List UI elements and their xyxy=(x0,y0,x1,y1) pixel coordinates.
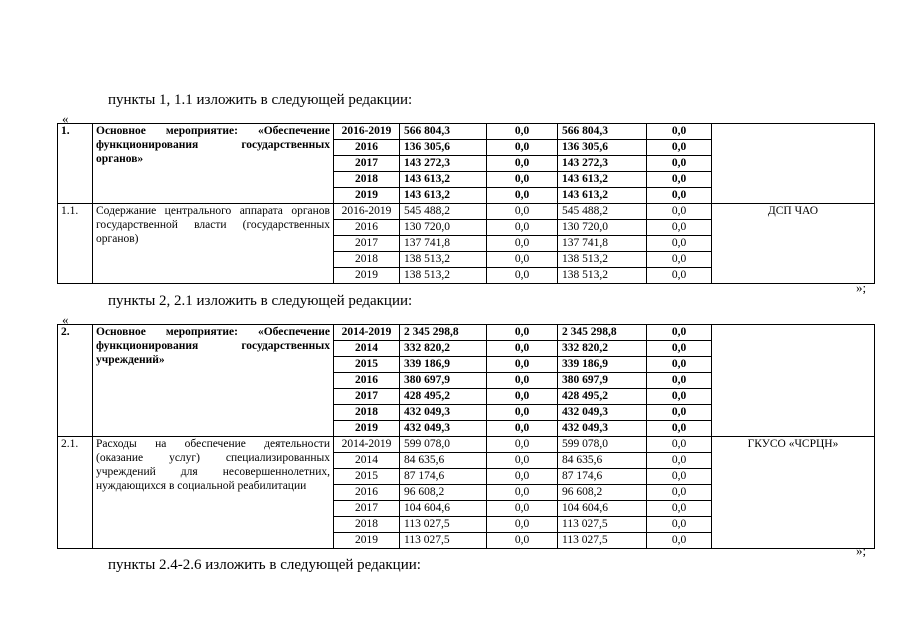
regional-cell: 2 345 298,8 xyxy=(558,325,647,341)
regional-cell: 428 495,2 xyxy=(558,389,647,405)
regional-cell: 599 078,0 xyxy=(558,437,647,453)
regional-cell: 332 820,2 xyxy=(558,341,647,357)
total-cell: 332 820,2 xyxy=(400,341,487,357)
period-cell: 2019 xyxy=(334,188,400,204)
period-cell: 2016-2019 xyxy=(334,204,400,220)
federal-cell: 0,0 xyxy=(487,268,558,284)
other-cell: 0,0 xyxy=(647,140,712,156)
executor-cell: ГКУСО «ЧСРЦН» xyxy=(712,437,875,549)
period-cell: 2017 xyxy=(334,156,400,172)
federal-cell: 0,0 xyxy=(487,204,558,220)
regional-cell: 84 635,6 xyxy=(558,453,647,469)
item-name: Содержание центрального аппарата органов государственной власти (государственных органов) xyxy=(93,204,334,284)
other-cell: 0,0 xyxy=(647,325,712,341)
table-row xyxy=(58,437,875,453)
regional-cell: 143 272,3 xyxy=(558,156,647,172)
close-quote-1: »; xyxy=(856,280,867,295)
other-cell: 0,0 xyxy=(647,501,712,517)
executor-cell xyxy=(712,325,875,437)
total-cell: 138 513,2 xyxy=(400,252,487,268)
federal-cell: 0,0 xyxy=(487,373,558,389)
total-cell: 137 741,8 xyxy=(400,236,487,252)
federal-cell: 0,0 xyxy=(487,501,558,517)
federal-cell: 0,0 xyxy=(487,188,558,204)
total-cell: 2 345 298,8 xyxy=(400,325,487,341)
period-cell: 2018 xyxy=(334,252,400,268)
period-cell: 2016 xyxy=(334,373,400,389)
total-cell: 138 513,2 xyxy=(400,268,487,284)
federal-cell: 0,0 xyxy=(487,405,558,421)
item-name: Основное мероприятие: «Обеспечение функционирования государственных органов» xyxy=(93,124,334,204)
federal-cell: 0,0 xyxy=(487,124,558,140)
other-cell: 0,0 xyxy=(647,485,712,501)
regional-cell: 136 305,6 xyxy=(558,140,647,156)
federal-cell: 0,0 xyxy=(487,341,558,357)
regional-cell: 432 049,3 xyxy=(558,405,647,421)
federal-cell: 0,0 xyxy=(487,325,558,341)
executor-cell: ДСП ЧАО xyxy=(712,204,875,284)
close-quote-2: »; xyxy=(856,543,867,558)
other-cell: 0,0 xyxy=(647,252,712,268)
period-cell: 2019 xyxy=(334,533,400,549)
other-cell: 0,0 xyxy=(647,405,712,421)
other-cell: 0,0 xyxy=(647,389,712,405)
federal-cell: 0,0 xyxy=(487,220,558,236)
other-cell: 0,0 xyxy=(647,421,712,437)
federal-cell: 0,0 xyxy=(487,172,558,188)
other-cell: 0,0 xyxy=(647,220,712,236)
other-cell: 0,0 xyxy=(647,204,712,220)
total-cell: 339 186,9 xyxy=(400,357,487,373)
period-cell: 2018 xyxy=(334,517,400,533)
table-row xyxy=(58,325,875,341)
period-cell: 2014 xyxy=(334,341,400,357)
period-cell: 2017 xyxy=(334,501,400,517)
period-cell: 2016 xyxy=(334,485,400,501)
period-cell: 2014-2019 xyxy=(334,325,400,341)
budget-table-1 xyxy=(57,123,875,284)
item-number: 1. xyxy=(58,124,93,204)
period-cell: 2014 xyxy=(334,453,400,469)
table-row xyxy=(58,204,875,220)
regional-cell: 545 488,2 xyxy=(558,204,647,220)
other-cell: 0,0 xyxy=(647,533,712,549)
regional-cell: 143 613,2 xyxy=(558,172,647,188)
period-cell: 2016-2019 xyxy=(334,124,400,140)
regional-cell: 113 027,5 xyxy=(558,533,647,549)
federal-cell: 0,0 xyxy=(487,236,558,252)
other-cell: 0,0 xyxy=(647,341,712,357)
regional-cell: 113 027,5 xyxy=(558,517,647,533)
total-cell: 143 272,3 xyxy=(400,156,487,172)
total-cell: 143 613,2 xyxy=(400,172,487,188)
regional-cell: 130 720,0 xyxy=(558,220,647,236)
period-cell: 2017 xyxy=(334,236,400,252)
regional-cell: 138 513,2 xyxy=(558,268,647,284)
open-quote-2: « xyxy=(62,312,69,327)
regional-cell: 143 613,2 xyxy=(558,188,647,204)
item-number: 2.1. xyxy=(58,437,93,549)
total-cell: 428 495,2 xyxy=(400,389,487,405)
regional-cell: 432 049,3 xyxy=(558,421,647,437)
other-cell: 0,0 xyxy=(647,437,712,453)
total-cell: 113 027,5 xyxy=(400,533,487,549)
federal-cell: 0,0 xyxy=(487,485,558,501)
open-quote-1: « xyxy=(62,111,69,126)
federal-cell: 0,0 xyxy=(487,389,558,405)
total-cell: 136 305,6 xyxy=(400,140,487,156)
total-cell: 432 049,3 xyxy=(400,421,487,437)
regional-cell: 138 513,2 xyxy=(558,252,647,268)
regional-cell: 380 697,9 xyxy=(558,373,647,389)
other-cell: 0,0 xyxy=(647,124,712,140)
total-cell: 96 608,2 xyxy=(400,485,487,501)
total-cell: 432 049,3 xyxy=(400,405,487,421)
item-name: Основное мероприятие: «Обеспечение функционирования государственных учреждений» xyxy=(93,325,334,437)
other-cell: 0,0 xyxy=(647,357,712,373)
federal-cell: 0,0 xyxy=(487,517,558,533)
total-cell: 84 635,6 xyxy=(400,453,487,469)
table-row xyxy=(58,124,875,140)
intro-text-1: пункты 1, 1.1 изложить в следующей редакции: xyxy=(108,92,413,108)
period-cell: 2018 xyxy=(334,405,400,421)
item-number: 2. xyxy=(58,325,93,437)
total-cell: 130 720,0 xyxy=(400,220,487,236)
period-cell: 2016 xyxy=(334,140,400,156)
federal-cell: 0,0 xyxy=(487,533,558,549)
regional-cell: 104 604,6 xyxy=(558,501,647,517)
federal-cell: 0,0 xyxy=(487,469,558,485)
item-name: Расходы на обеспечение деятельности (оказание услуг) специализированных учреждений для несовершеннолетних, нуждающихся в социальной реабилитации xyxy=(93,437,334,549)
other-cell: 0,0 xyxy=(647,268,712,284)
period-cell: 2019 xyxy=(334,268,400,284)
regional-cell: 87 174,6 xyxy=(558,469,647,485)
intro-text-2: пункты 2, 2.1 изложить в следующей редакции: xyxy=(108,293,413,309)
total-cell: 599 078,0 xyxy=(400,437,487,453)
period-cell: 2015 xyxy=(334,357,400,373)
budget-table-2 xyxy=(57,324,875,549)
federal-cell: 0,0 xyxy=(487,140,558,156)
period-cell: 2015 xyxy=(334,469,400,485)
federal-cell: 0,0 xyxy=(487,156,558,172)
regional-cell: 137 741,8 xyxy=(558,236,647,252)
period-cell: 2017 xyxy=(334,389,400,405)
period-cell: 2019 xyxy=(334,421,400,437)
other-cell: 0,0 xyxy=(647,517,712,533)
total-cell: 566 804,3 xyxy=(400,124,487,140)
total-cell: 143 613,2 xyxy=(400,188,487,204)
regional-cell: 96 608,2 xyxy=(558,485,647,501)
federal-cell: 0,0 xyxy=(487,357,558,373)
federal-cell: 0,0 xyxy=(487,437,558,453)
other-cell: 0,0 xyxy=(647,453,712,469)
other-cell: 0,0 xyxy=(647,188,712,204)
other-cell: 0,0 xyxy=(647,156,712,172)
item-number: 1.1. xyxy=(58,204,93,284)
period-cell: 2016 xyxy=(334,220,400,236)
regional-cell: 339 186,9 xyxy=(558,357,647,373)
total-cell: 380 697,9 xyxy=(400,373,487,389)
total-cell: 545 488,2 xyxy=(400,204,487,220)
executor-cell xyxy=(712,124,875,204)
period-cell: 2014-2019 xyxy=(334,437,400,453)
other-cell: 0,0 xyxy=(647,373,712,389)
period-cell: 2018 xyxy=(334,172,400,188)
federal-cell: 0,0 xyxy=(487,252,558,268)
other-cell: 0,0 xyxy=(647,469,712,485)
total-cell: 104 604,6 xyxy=(400,501,487,517)
other-cell: 0,0 xyxy=(647,236,712,252)
total-cell: 113 027,5 xyxy=(400,517,487,533)
total-cell: 87 174,6 xyxy=(400,469,487,485)
other-cell: 0,0 xyxy=(647,172,712,188)
intro-text-3: пункты 2.4-2.6 изложить в следующей редакции: xyxy=(108,557,421,573)
federal-cell: 0,0 xyxy=(487,453,558,469)
federal-cell: 0,0 xyxy=(487,421,558,437)
regional-cell: 566 804,3 xyxy=(558,124,647,140)
